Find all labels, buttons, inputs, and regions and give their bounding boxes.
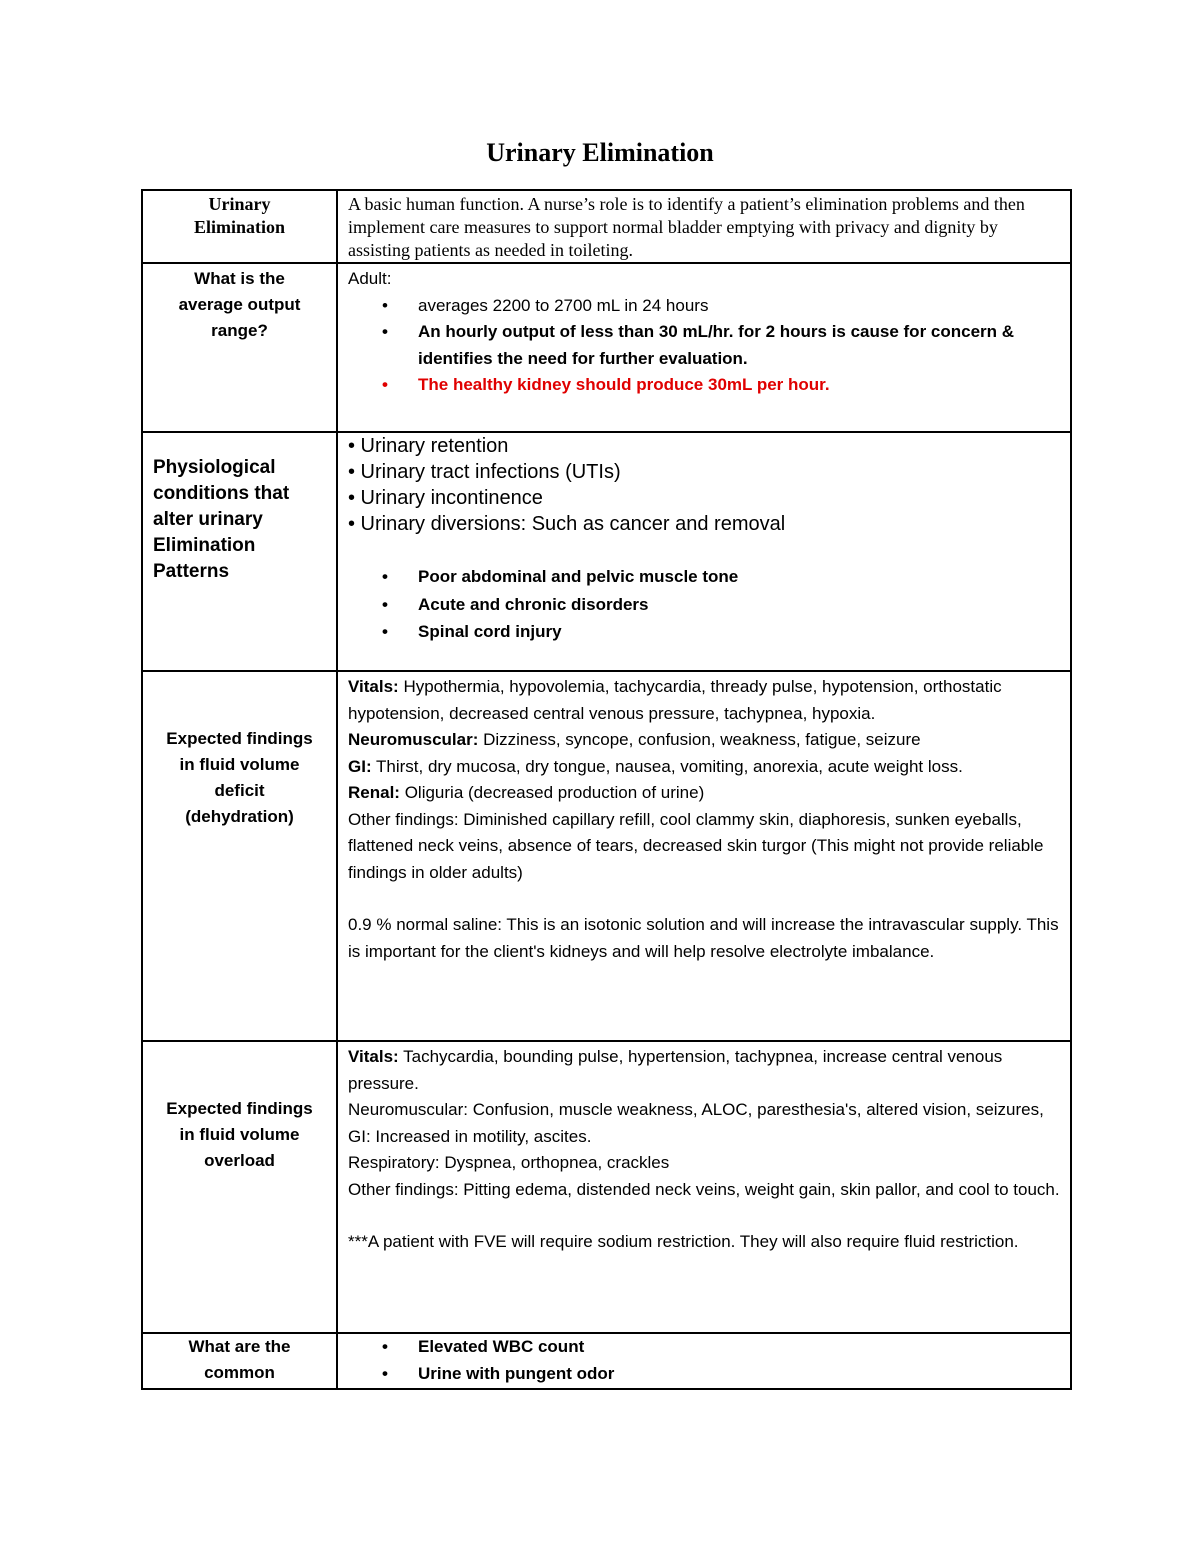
output-list [348,293,1064,399]
row-label-line: common [204,1363,275,1382]
row-label-line: overload [204,1151,275,1170]
overload-vitals [348,1044,1064,1097]
condition-item: • Urinary retention [348,435,509,457]
list-item: • Poor abdominal and pelvic muscle tone [348,563,1064,591]
overload-resp: Respiratory: Dyspnea, orthopnea, crackles [348,1153,670,1172]
row-label-line: average output [178,295,301,314]
list-item: • An hourly output of less than 30 mL/hr. for 2 hours is cause for concern & identifies the need for further evaluation. [348,319,1064,372]
table-row-physiological [142,432,1071,671]
table-row-definition [142,190,1071,263]
row-content-common [337,1333,1071,1389]
condition-item: • Urinary tract infections (UTIs) [348,461,621,483]
deficit-saline: 0.9 % normal saline: This is an isotonic solution and will increase the intravascular supply. This is important for the client's kidneys and will help resolve electrolyte imbalance. [348,915,1059,961]
row-content-definition [337,190,1071,263]
table-row-common [142,1333,1071,1389]
condition-item: • Urinary incontinence [348,487,543,509]
row-label-line: Elimination [153,535,256,556]
row-label-common [142,1333,337,1389]
table-row-overload [142,1041,1071,1333]
deficit-neuro [348,727,1064,754]
row-content-deficit [337,671,1071,1041]
field-label: Neuromuscular: [348,730,479,749]
row-content-physiological [337,432,1071,671]
list-item: • Urine with pungent odor [348,1361,1064,1388]
deficit-other: Other findings: Diminished capillary refill, cool clammy skin, diaphoresis, sunken eyeballs, flattened neck veins, absence of tears, decreased skin turgor (This might not provide reliable findings in older adults) [348,809,1044,882]
row-content-output [337,263,1071,432]
list-item: • Acute and chronic disorders [348,591,1064,619]
field-value: Hypothermia, hypovolemia, tachycardia, thready pulse, hypotension, orthostatic hypotension, decreased central venous pressure, tachypnea, hypoxia. [348,677,1002,723]
field-value: Thirst, dry mucosa, dry tongue, nausea, vomiting, anorexia, acute weight loss. [371,756,963,776]
row-content-overload [337,1041,1071,1333]
field-label: Vitals: [348,1047,399,1066]
row-label-line: deficit [214,781,265,800]
overload-other: Other findings: Pitting edema, distended neck veins, weight gain, skin pallor, and cool to touch. [348,1179,1060,1199]
table-row-output [142,263,1071,432]
field-label: Vitals: [348,677,399,696]
field-label: GI: [348,756,372,776]
overload-gi: GI: Increased in motility, ascites. [348,1126,592,1146]
condition-item: • Urinary diversions: Such as cancer and removal [348,513,786,535]
table-row-deficit [142,671,1071,1041]
deficit-vitals [348,674,1064,727]
condition-bold-list [348,563,1064,646]
row-label-line: What are the [188,1337,291,1356]
row-label-line: Urinary [208,194,271,214]
output-intro: Adult: [348,269,392,288]
list-item: • averages 2200 to 2700 mL in 24 hours [348,293,1064,320]
row-label-line: Patterns [153,561,230,582]
field-value: Dizziness, syncope, confusion, weakness, fatigue, seizure [478,730,921,749]
row-label-line: conditions that [153,483,290,504]
row-label-line: What is the [194,269,285,288]
page-title: Urinary Elimination [486,138,714,167]
list-item: • Spinal cord injury [348,618,1064,646]
field-value: Tachycardia, bounding pulse, hypertension, tachypnea, increase central venous pressure. [348,1047,1003,1093]
row-label-output [142,263,337,432]
overload-neuro: Neuromuscular: Confusion, muscle weakness, ALOC, paresthesia's, altered vision, seizures, [348,1100,1044,1119]
row-label-line: Expected findings [166,729,313,748]
overload-note: ***A patient with FVE will require sodium restriction. They will also require fluid restriction. [348,1232,1019,1251]
notes-table [141,189,1072,1390]
list-item: • Elevated WBC count [348,1334,1064,1361]
deficit-renal [348,780,1064,807]
row-label-deficit [142,671,337,1041]
deficit-gi [348,754,1064,781]
row-label-line: Expected findings [166,1099,313,1118]
row-label-overload [142,1041,337,1333]
field-value: Oliguria (decreased production of urine) [399,783,705,802]
definition-text: A basic human function. A nurse’s role is to identify a patient’s elimination problems and then implement care measures to support normal bladder emptying with privacy and dignity by assisting patients as needed in toileting. [348,194,1025,260]
list-item: • The healthy kidney should produce 30mL per hour. [348,372,1064,399]
row-label-line: in fluid volume [179,755,300,774]
row-label-line: Physiological [153,457,276,478]
field-label: Renal: [348,783,400,802]
row-label-line: Elimination [193,217,286,237]
row-label-line: in fluid volume [179,1125,300,1144]
row-label-physiological [142,432,337,671]
row-label-line: (dehydration) [185,807,294,826]
row-label-line: range? [211,321,268,340]
common-list [348,1334,1064,1387]
row-label-definition [142,190,337,263]
row-label-line: alter urinary [153,509,263,530]
